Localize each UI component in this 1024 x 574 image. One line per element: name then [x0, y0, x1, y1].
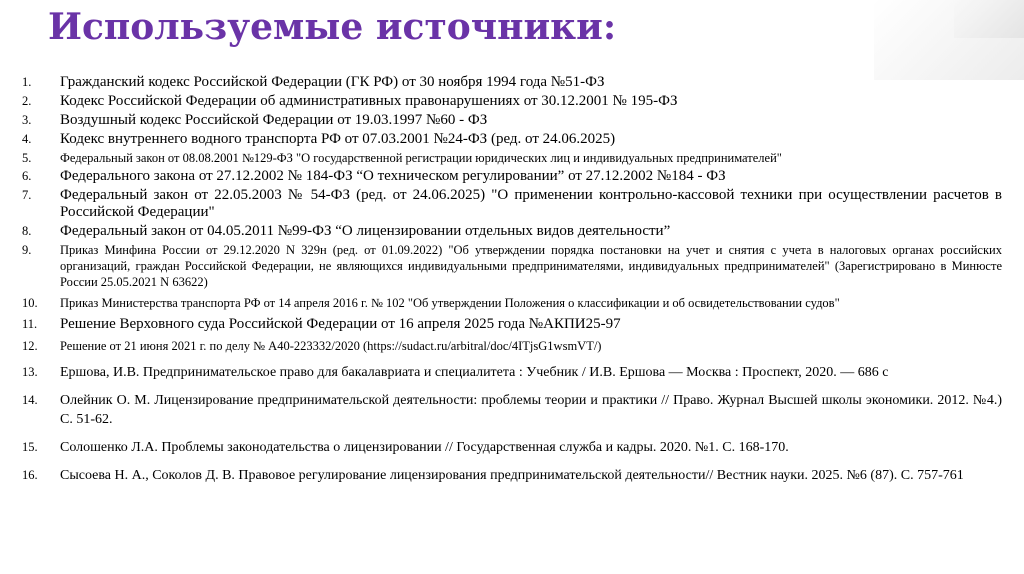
source-item [22, 150, 1002, 166]
source-item [22, 112, 1002, 129]
source-number: 16. [22, 468, 38, 482]
source-number: 15. [22, 440, 38, 454]
source-text: Сысоева Н. А., Соколов Д. В. Правовое регулирование лицензирования предпринимательской деятельности// Вестник науки. 2025. №6 (87). С. 757-761 [60, 468, 964, 483]
source-text: Решение от 21 июня 2021 г. по делу № А40-223332/2020 (https://sudact.ru/arbitral/doc/4ITjsG1wsmVT/) [60, 339, 602, 353]
source-item [22, 168, 1002, 185]
source-item [22, 338, 1002, 354]
source-number: 14. [22, 393, 38, 407]
sources-list [22, 74, 1002, 487]
source-text: Солошенко Л.А. Проблемы законодательства о лицензировании // Государственная служба и кадры. 2020. №1. С. 168-170. [60, 440, 789, 455]
source-item [22, 438, 1002, 457]
corner-decoration [874, 0, 1024, 80]
source-number: 2. [22, 94, 32, 108]
source-number: 12. [22, 339, 38, 353]
source-item [22, 187, 1002, 221]
source-number: 5. [22, 151, 32, 165]
source-item [22, 131, 1002, 148]
source-text: Федерального закона от 27.12.2002 № 184-ФЗ “О техническом регулировании” от 27.12.2002 №184 - ФЗ [60, 168, 726, 184]
source-number: 3. [22, 113, 32, 127]
source-number: 10. [22, 296, 38, 310]
source-number: 4. [22, 132, 32, 146]
source-text: Гражданский кодекс Российской Федерации (ГК РФ) от 30 ноября 1994 года №51-ФЗ [60, 74, 605, 90]
slide-title: Используемые источники: [48, 6, 617, 48]
source-number: 11. [22, 317, 38, 331]
source-number: 7. [22, 188, 32, 202]
source-item [22, 93, 1002, 110]
source-text: Решение Верховного суда Российской Федерации от 16 апреля 2025 года №АКПИ25-97 [60, 316, 621, 332]
source-text: Федеральный закон от 08.08.2001 №129-ФЗ "О государственной регистрации юридических лиц и индивидуальных предпринимателей" [60, 151, 782, 165]
source-text: Приказ Минфина России от 29.12.2020 N 329н (ред. от 01.09.2022) "Об утверждении порядка постановки на учет и снятия с учета в налоговых органах российских организаций, граждан Российской Федерации, не являющихся индивидуальными предпринимателями, индивидуальных предпринимателей" (Зарегистрировано в Минюсте России 25.05.2021 N 63622) [60, 243, 1002, 289]
source-text: Приказ Министерства транспорта РФ от 14 апреля 2016 г. № 102 "Об утверждении Положения о классификации и об освидетельствовании судов" [60, 296, 840, 310]
source-item [22, 242, 1002, 290]
source-item [22, 223, 1002, 240]
source-item [22, 74, 1002, 91]
source-number: 8. [22, 224, 32, 238]
source-item [22, 363, 1002, 382]
source-number: 1. [22, 75, 32, 89]
source-text: Федеральный закон от 04.05.2011 №99-ФЗ “О лицензировании отдельных видов деятельности” [60, 223, 671, 239]
source-text: Олейник О. М. Лицензирование предпринимательской деятельности: проблемы теории и практики // Право. Журнал Высшей школы экономики. 2012. №4.) С. 51-62. [60, 393, 1002, 427]
source-number: 13. [22, 365, 38, 379]
source-text: Кодекс Российской Федерации об административных правонарушениях от 30.12.2001 № 195-ФЗ [60, 93, 678, 109]
source-text: Кодекс внутреннего водного транспорта РФ от 07.03.2001 №24-ФЗ (ред. от 24.06.2025) [60, 131, 616, 147]
source-number: 9. [22, 243, 32, 257]
source-text: Ершова, И.В. Предпринимательское право для бакалавриата и специалитета : Учебник / И.В. Ершова — Москва : Проспект, 2020. — 686 с [60, 365, 889, 380]
source-text: Федеральный закон от 22.05.2003 № 54-ФЗ (ред. от 24.06.2025) "О применении контрольно-кассовой техники при осуществлении расчетов в Российской Федерации" [60, 187, 1002, 220]
source-text: Воздушный кодекс Российской Федерации от 19.03.1997 №60 - ФЗ [60, 112, 488, 128]
source-item [22, 391, 1002, 429]
source-item [22, 295, 1002, 311]
source-item [22, 316, 1002, 333]
source-item [22, 466, 1002, 485]
source-number: 6. [22, 169, 32, 183]
